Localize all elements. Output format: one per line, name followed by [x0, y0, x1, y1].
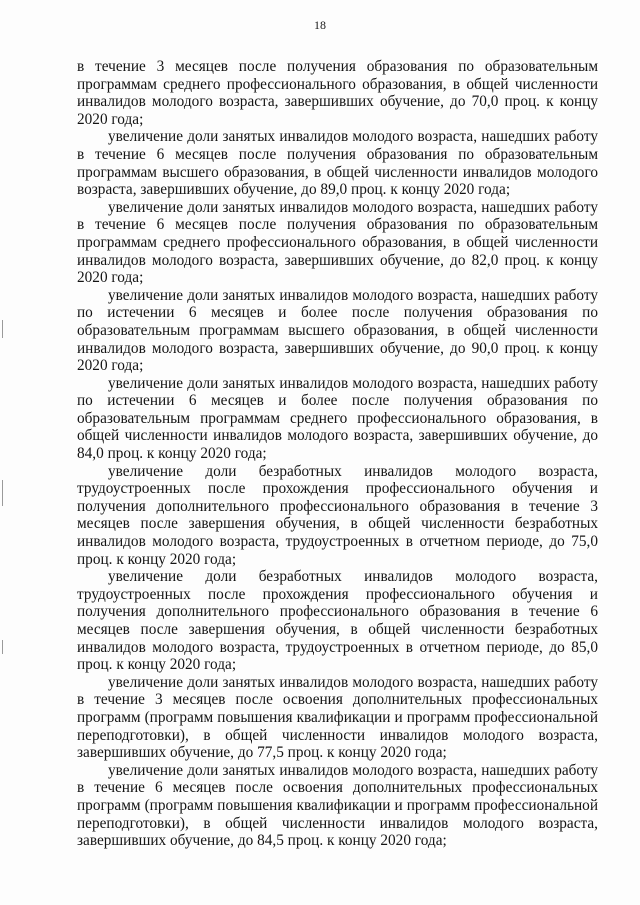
document-body [77, 58, 598, 850]
page-number: 18 [314, 18, 326, 32]
paragraph: увеличение доли занятых инвалидов молодого возраста, нашедших работу по истечении 6 месяцев и более после получения образования по образовательным программам высшего образования, в общей численности инвалидов молодого возраста, завершивших обучение, до 90,0 проц. к концу 2020 года; [77, 286, 598, 375]
paragraph: увеличение доли безработных инвалидов молодого возраста, трудоустроенных после прохождения профессионального обучения и получения дополнительного профессионального образования в течение 6 месяцев после завершения обучения, в общей численности безработных инвалидов молодого возраста, трудоустроенных в отчетном периоде, до 85,0 проц. к концу 2020 года; [77, 568, 598, 674]
scan-artifact-mark [2, 480, 3, 506]
scan-artifact-mark [2, 320, 3, 338]
paragraph: увеличение доли занятых инвалидов молодого возраста, нашедших работу в течение 3 месяцев после освоения дополнительных профессиональных программ (программ повышения квалификации и программ профессиональной переподготовки), в общей численности инвалидов молодого возраста, завершивших обучение, до 77,5 проц. к концу 2020 года; [77, 673, 598, 762]
scan-artifact-mark [2, 640, 3, 654]
paragraph: увеличение доли безработных инвалидов молодого возраста, трудоустроенных после прохождения профессионального обучения и получения дополнительного профессионального образования в течение 3 месяцев после завершения обучения, в общей численности безработных инвалидов молодого возраста, трудоустроенных в отчетном периоде, до 75,0 проц. к концу 2020 года; [77, 462, 598, 568]
paragraph-continuation: в течение 3 месяцев после получения образования по образовательным программам среднего профессионального образования, в общей численности инвалидов молодого возраста, завершивших обучение, до 70,0 проц. к концу 2020 года; [77, 58, 598, 128]
paragraph: увеличение доли занятых инвалидов молодого возраста, нашедших работу по истечении 6 месяцев и более после получения образования по образовательным программам среднего профессионального образования, в общей численности инвалидов молодого возраста, завершивших обучение, до 84,0 проц. к концу 2020 года; [77, 374, 598, 463]
paragraph: увеличение доли занятых инвалидов молодого возраста, нашедших работу в течение 6 месяцев после получения образования по образовательным программам высшего образования, в общей численности инвалидов молодого возраста, завершивших обучение, до 89,0 проц. к концу 2020 года; [77, 128, 598, 199]
paragraph: увеличение доли занятых инвалидов молодого возраста, нашедших работу в течение 6 месяцев после получения образования по образовательным программам среднего профессионального образования, в общей численности инвалидов молодого возраста, завершивших обучение, до 82,0 проц. к концу 2020 года; [77, 198, 598, 287]
paragraph: увеличение доли занятых инвалидов молодого возраста, нашедших работу в течение 6 месяцев после освоения дополнительных профессиональных программ (программ повышения квалификации и программ профессиональной переподготовки), в общей численности инвалидов молодого возраста, завершивших обучение, до 84,5 проц. к концу 2020 года; [77, 761, 598, 850]
